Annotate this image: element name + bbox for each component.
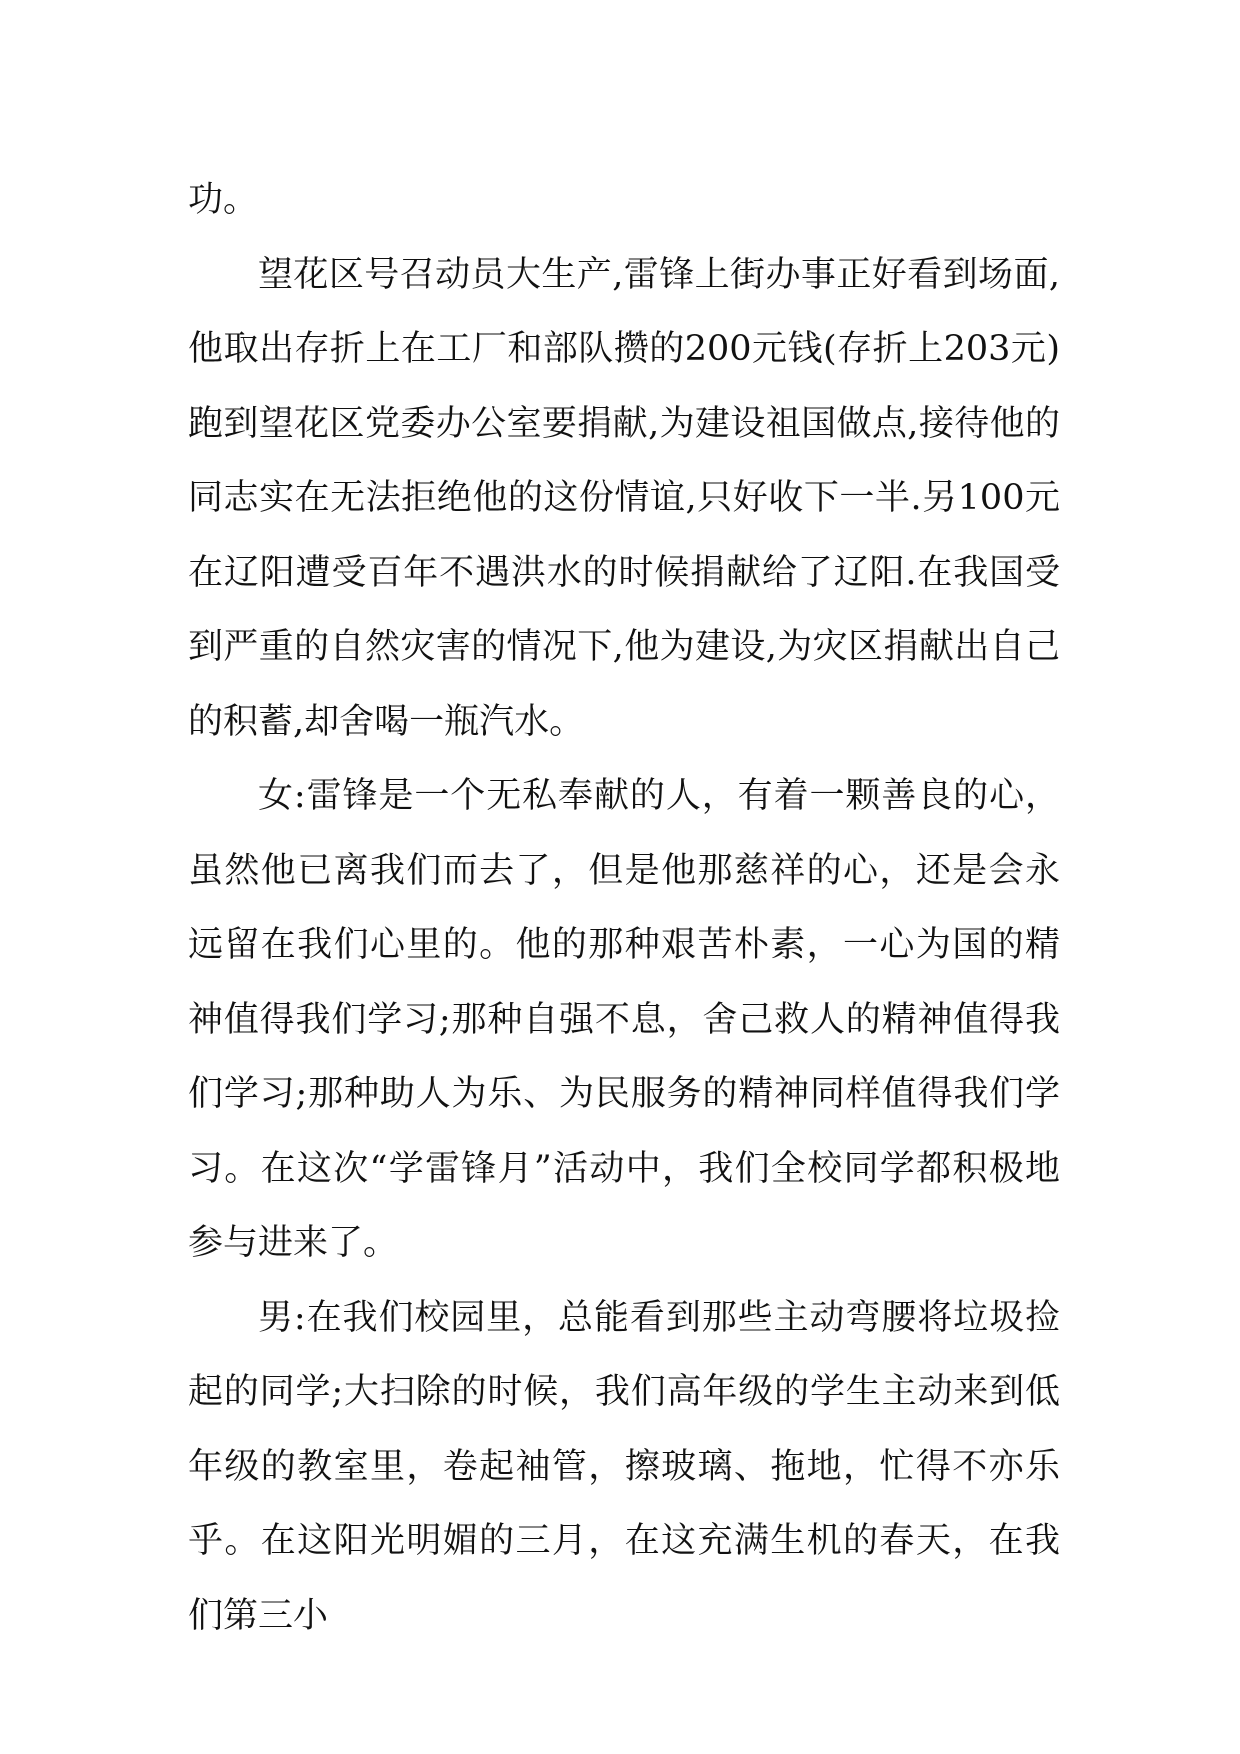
paragraph-4: 男:在我们校园里，总能看到那些主动弯腰将垃圾捡起的同学;大扫除的时候，我们高年级的学生主动来到低年级的教室里，卷起袖管，擦玻璃、拖地，忙得不亦乐乎。在这阳光明媚的三月，在这充满生机的春天，在我们第三小: [188, 1297, 1060, 1636]
document-body: [188, 163, 1060, 1653]
paragraph-1: 功。: [188, 180, 259, 220]
paragraph-3: 女:雷锋是一个无私奉献的人，有着一颗善良的心，虽然他已离我们而去了，但是他那慈祥的心，还是会永远留在我们心里的。他的那种艰苦朴素，一心为国的精神值得我们学习;那种自强不息，舍己救人的精神值得我们学习;那种助人为乐、为民服务的精神同样值得我们学习。在这次“学雷锋月”活动中，我们全校同学都积极地参与进来了。: [188, 776, 1060, 1263]
paragraph-2: 望花区号召动员大生产,雷锋上街办事正好看到场面,他取出存折上在工厂和部队攒的200元钱(存折上203元)跑到望花区党委办公室要捐献,为建设祖国做点,接待他的同志实在无法拒绝他的这份情谊,只好收下一半.另100元在辽阳遭受百年不遇洪水的时候捐献给了辽阳.在我国受到严重的自然灾害的情况下,他为建设,为灾区捐献出自己的积蓄,却舍喝一瓶汽水。: [188, 254, 1060, 742]
